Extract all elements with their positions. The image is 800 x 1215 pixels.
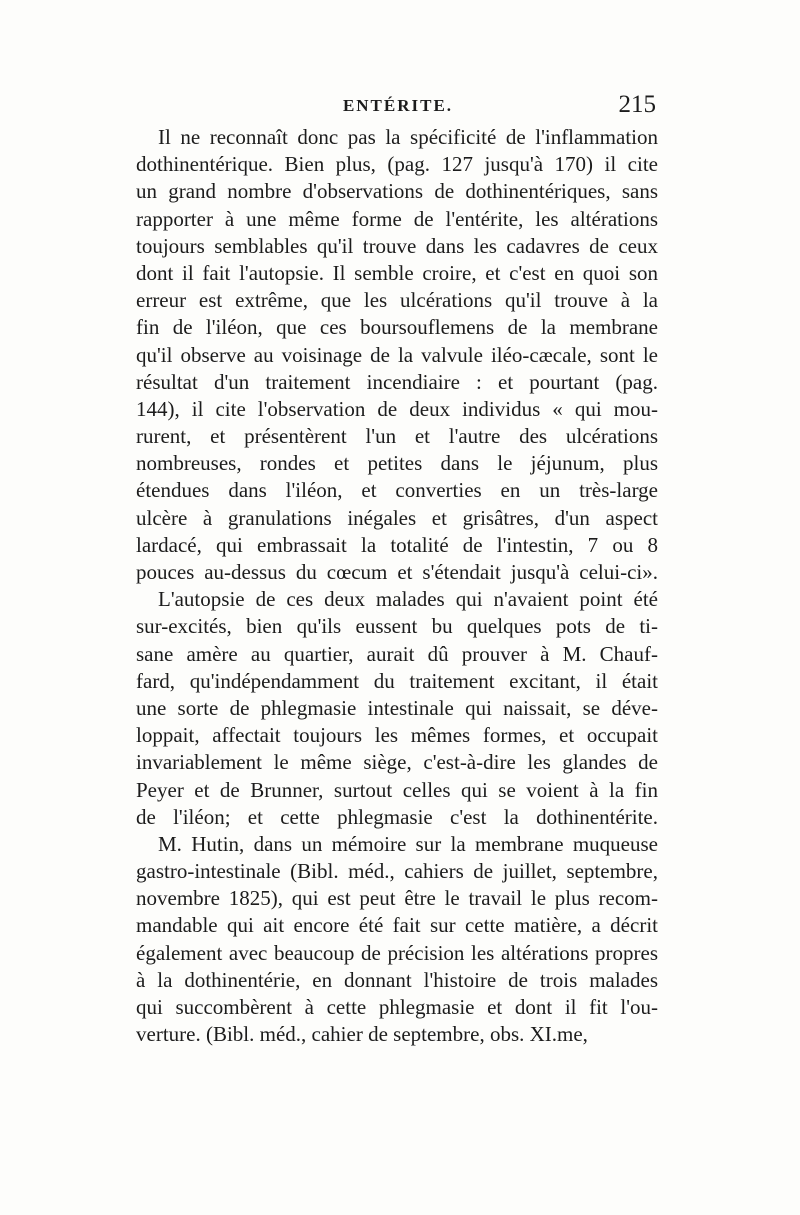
text-line: rurent, et présentèrent l'un et l'autre des ulcérations — [136, 424, 658, 449]
text-line: verture. (Bibl. méd., cahier de septembre, obs. XI.me, — [136, 1022, 588, 1047]
text-line: toujours semblables qu'il trouve dans les cadavres de ceux — [136, 233, 658, 258]
text-line: erreur est extrême, que les ulcérations qu'il trouve à la — [136, 288, 658, 313]
text-line: invariablement le même siège, c'est-à-dire les glandes de — [136, 750, 658, 775]
text-line: sur-excités, bien qu'ils eussent bu quelques pots de ti- — [136, 614, 658, 639]
text-line: ulcère à granulations inégales et grisâtres, d'un aspect — [136, 505, 658, 530]
text-line: Il ne reconnaît donc pas la spécificité de l'inflammation — [158, 125, 658, 149]
text-line: qui succombèrent à cette phlegmasie et dont il fit l'ou- — [136, 995, 658, 1019]
page-header — [138, 91, 658, 126]
text-line: une sorte de phlegmasie intestinale qui naissait, se déve- — [136, 695, 658, 720]
text-line: 144), il cite l'observation de deux individus « qui mou- — [136, 396, 658, 421]
text-line: un grand nombre d'observations de dothinentériques, sans — [136, 179, 658, 204]
text-line: lardacé, qui embrassait la totalité de l'intestin, 7 ou 8 — [136, 532, 658, 557]
text-line: étendues dans l'iléon, et converties en un très-large — [136, 478, 658, 503]
text-line: à la dothinentérie, en donnant l'histoire de trois malades — [136, 967, 658, 992]
text-line: L'autopsie de ces deux malades qui n'avaient point été — [158, 587, 658, 612]
text-line: fard, qu'indépendamment du traitement excitant, il était — [136, 668, 658, 693]
text-line: de l'iléon; et cette phlegmasie c'est la dothinentérite. — [136, 804, 658, 829]
body-text — [136, 124, 658, 1048]
text-line: Peyer et de Brunner, surtout celles qui se voient à la fin — [136, 777, 658, 802]
paragraph — [136, 831, 658, 1049]
paragraph — [136, 124, 658, 586]
text-line: gastro-intestinale (Bibl. méd., cahiers de juillet, septembre, — [136, 859, 658, 884]
text-line: qu'il observe au voisinage de la valvule iléo-cæcale, sont le — [136, 342, 658, 367]
text-line: rapporter à une même forme de l'entérite, les altérations — [136, 206, 658, 231]
text-line: loppait, affectait toujours les mêmes formes, et occupait — [136, 723, 658, 748]
text-line: mandable qui ait encore été fait sur cette matière, a décrit — [136, 913, 658, 938]
text-line: nombreuses, rondes et petites dans le jéjunum, plus — [136, 451, 658, 476]
text-line: fin de l'iléon, que ces boursouflemens de la membrane — [136, 315, 658, 340]
paragraph — [136, 586, 658, 831]
text-line: dothinentérique. Bien plus, (pag. 127 jusqu'à 170) il cite — [136, 152, 658, 177]
text-line: dont il fait l'autopsie. Il semble croire, et c'est en quoi son — [136, 260, 658, 285]
page-number: 215 — [618, 91, 656, 118]
text-line: novembre 1825), qui est peut être le travail le plus recom- — [136, 886, 658, 911]
text-line: pouces au-dessus du cœcum et s'étendait jusqu'à celui-ci». — [136, 560, 658, 584]
text-line: résultat d'un traitement incendiaire : et pourtant (pag. — [136, 369, 658, 394]
text-line: également avec beaucoup de précision les altérations propres — [136, 940, 658, 965]
running-title: ENTÉRITE. — [342, 96, 454, 115]
text-line: M. Hutin, dans un mémoire sur la membrane muqueuse — [158, 831, 658, 856]
text-line: sane amère au quartier, aurait dû prouver à M. Chauf- — [136, 641, 658, 666]
